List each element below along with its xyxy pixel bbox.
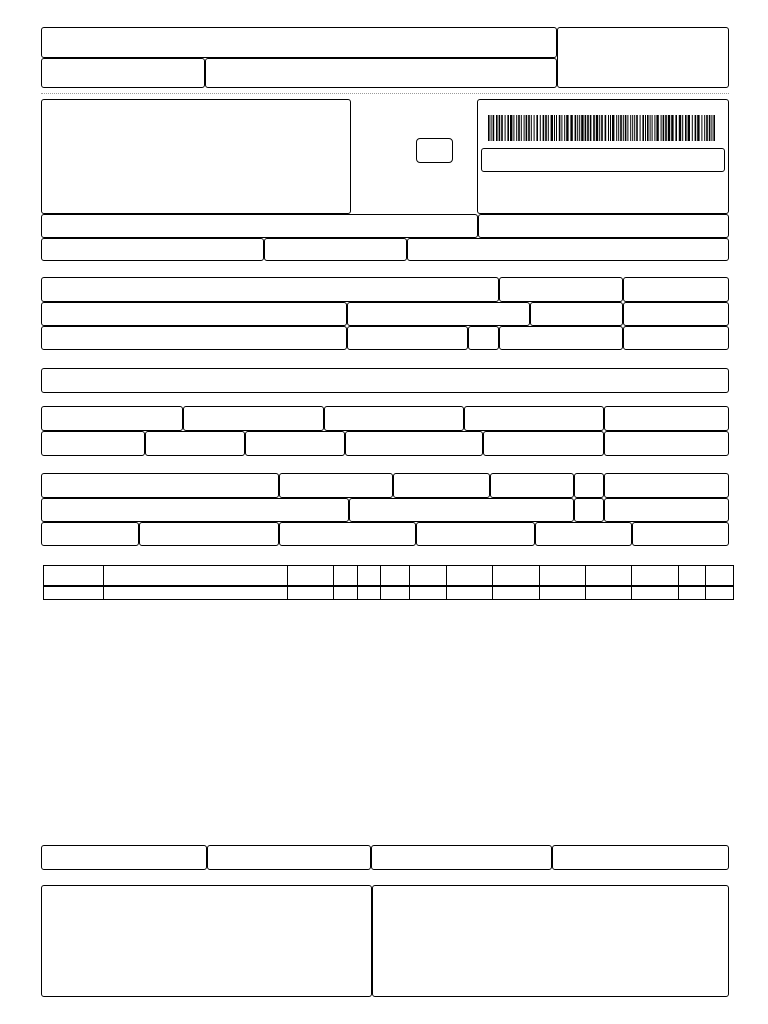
barcode-bar [531, 115, 532, 141]
barcode-bar [654, 115, 655, 141]
barcode-bar [671, 115, 673, 141]
barcode-bar [709, 115, 711, 141]
barcode-bar [545, 115, 547, 141]
carrier-state-field [574, 498, 604, 522]
ipi-value-field [483, 431, 604, 456]
barcode-bar [642, 115, 644, 141]
barcode-bar [704, 115, 705, 141]
barcode-bar [575, 115, 577, 141]
gross-weight-field [535, 522, 632, 546]
barcode-bar [581, 115, 583, 141]
table-header-cell [539, 565, 586, 586]
header-corner-box [557, 27, 729, 88]
barcode-bar [625, 115, 627, 141]
exit-date-field [623, 302, 729, 326]
carrier-address-field [41, 498, 349, 522]
table-header-cell [357, 565, 381, 586]
barcode-bar [692, 115, 693, 141]
table-cell [333, 586, 358, 600]
quantity-field [41, 522, 139, 546]
table-cell [103, 586, 288, 600]
billing-field [41, 368, 729, 393]
barcode-bar [656, 115, 658, 141]
header-field-right [205, 58, 557, 88]
authorization-protocol-field [478, 214, 729, 238]
barcode-bar [566, 115, 568, 141]
table-header-cell [705, 565, 734, 586]
barcode-bar [510, 115, 512, 141]
barcode-bar [493, 115, 495, 141]
antt-code-field [393, 473, 490, 498]
barcode-bar [612, 115, 614, 141]
table-header-cell [287, 565, 334, 586]
numbering-field [416, 522, 535, 546]
barcode-bar [561, 115, 562, 141]
barcode-bar [665, 115, 667, 141]
net-weight-field [632, 522, 729, 546]
other-expenses-field [345, 431, 483, 456]
table-header-cell [43, 565, 104, 586]
barcode-bar [616, 115, 617, 141]
barcode-bar [564, 115, 565, 141]
barcode-bar [701, 115, 702, 141]
barcode-bar [601, 115, 603, 141]
table-cell [705, 586, 734, 600]
table-cell [357, 586, 381, 600]
table-header-cell [380, 565, 410, 586]
carrier-registration-field [604, 498, 729, 522]
freight-payer-field [279, 473, 393, 498]
barcode-bar [491, 115, 492, 141]
barcode-bar [556, 115, 557, 141]
barcode-bar [599, 115, 600, 141]
barcode-bar [623, 115, 624, 141]
footer-field-2 [207, 845, 371, 870]
additional-info-box [41, 885, 372, 997]
products-total-field [604, 406, 729, 431]
barcode-bar [526, 115, 528, 141]
barcode-bar [675, 115, 677, 141]
barcode-bar [605, 115, 607, 141]
barcode-bar [679, 115, 681, 141]
recipient-address-field [41, 302, 347, 326]
header-field-left [41, 58, 205, 88]
recipient-tax-id-field [499, 277, 623, 302]
barcode-bar [505, 115, 506, 141]
barcode-bar [620, 115, 622, 141]
barcode-bar [507, 115, 509, 141]
recipient-city-field [41, 326, 347, 350]
brand-field [279, 522, 416, 546]
barcode-bar [661, 115, 662, 141]
table-header-cell [409, 565, 447, 586]
barcode-bar [554, 115, 555, 141]
barcode-bar [548, 115, 549, 141]
barcode-bar [593, 115, 595, 141]
barcode-bar [688, 115, 690, 141]
barcode-bar [596, 115, 598, 141]
header-title-field [41, 27, 557, 58]
tear-line-separator [41, 93, 729, 94]
barcode-panel [477, 99, 729, 214]
barcode-bar [668, 115, 670, 141]
tax-base-field [41, 406, 183, 431]
barcode-bar [697, 115, 699, 141]
barcode-bar [632, 115, 633, 141]
barcode-bar [518, 115, 520, 141]
vehicle-state-field [574, 473, 604, 498]
barcode-bar [499, 115, 501, 141]
barcode-bar [663, 115, 665, 141]
barcode-bar [570, 115, 572, 141]
footer-field-3 [371, 845, 552, 870]
barcode-bar [652, 115, 653, 141]
barcode-bar [711, 115, 712, 141]
barcode-bar [706, 115, 708, 141]
barcode-bar [524, 115, 525, 141]
items-table [43, 565, 733, 602]
barcode-bar [579, 115, 580, 141]
table-cell [409, 586, 447, 600]
barcode-bar [585, 115, 587, 141]
table-header-cell [492, 565, 540, 586]
recipient-name-field [41, 277, 499, 302]
tax-st-base-field [324, 406, 464, 431]
recipient-phone-field [347, 326, 468, 350]
table-cell [631, 586, 679, 600]
table-cell [492, 586, 540, 600]
carrier-city-field [349, 498, 574, 522]
barcode-bar [513, 115, 514, 141]
sender-info-box [41, 99, 351, 214]
barcode-bar [645, 115, 646, 141]
table-cell [678, 586, 706, 600]
barcode-bar [587, 115, 589, 141]
barcode-bar [590, 115, 592, 141]
barcode-bar [488, 115, 490, 141]
barcode-bar [528, 115, 530, 141]
table-header-cell [103, 565, 288, 586]
recipient-zip-field [530, 302, 623, 326]
table-header-cell [333, 565, 358, 586]
barcode-bar [640, 115, 641, 141]
issue-date-field [623, 277, 729, 302]
barcode-bar [534, 115, 535, 141]
table-header-cell [678, 565, 706, 586]
barcode-bar [610, 115, 611, 141]
carrier-name-field [41, 473, 279, 498]
barcode-bar [647, 115, 649, 141]
barcode-bar [577, 115, 578, 141]
discount-field [245, 431, 345, 456]
barcode-bar [551, 115, 553, 141]
barcode-bar [559, 115, 561, 141]
table-header-cell [446, 565, 493, 586]
barcode-bar [516, 115, 517, 141]
barcode-bar [608, 115, 609, 141]
table-cell [539, 586, 586, 600]
recipient-district-field [347, 302, 530, 326]
barcode-bar [650, 115, 651, 141]
recipient-state-field [468, 326, 499, 350]
barcode-bar [682, 115, 683, 141]
table-header-cell [631, 565, 679, 586]
invoice-total-field [604, 431, 729, 456]
barcode-bar [496, 115, 498, 141]
insurance-value-field [145, 431, 245, 456]
barcode-bar [695, 115, 697, 141]
barcode-bar [543, 115, 545, 141]
barcode-number-field [481, 148, 725, 172]
barcode-bar [685, 115, 687, 141]
freight-value-field [41, 431, 145, 456]
footer-field-1 [41, 845, 207, 870]
table-cell [380, 586, 410, 600]
barcode-bar [630, 115, 631, 141]
nature-of-operation-field [41, 214, 478, 238]
barcode-bar [634, 115, 635, 141]
tax-st-value-field [464, 406, 604, 431]
reserved-area-box [372, 885, 729, 997]
table-cell [585, 586, 632, 600]
substitute-registration-field [264, 238, 407, 261]
vehicle-plate-field [490, 473, 574, 498]
table-cell [43, 586, 104, 600]
table-cell [446, 586, 493, 600]
tax-id-field [407, 238, 729, 261]
barcode-icon [488, 115, 718, 141]
recipient-registration-field [499, 326, 623, 350]
footer-field-4 [552, 845, 729, 870]
barcode-bar [618, 115, 619, 141]
barcode-bar [521, 115, 522, 141]
barcode-bar [636, 115, 638, 141]
document-type-box [416, 138, 453, 163]
barcode-bar [540, 115, 541, 141]
tax-value-field [183, 406, 324, 431]
species-field [139, 522, 279, 546]
carrier-tax-id-field [604, 473, 729, 498]
table-cell [287, 586, 334, 600]
barcode-bar [713, 115, 715, 141]
table-header-cell [585, 565, 632, 586]
barcode-bar [627, 115, 628, 141]
barcode-bar [536, 115, 538, 141]
barcode-bar [501, 115, 503, 141]
state-registration-field [41, 238, 264, 261]
exit-time-field [623, 326, 729, 350]
